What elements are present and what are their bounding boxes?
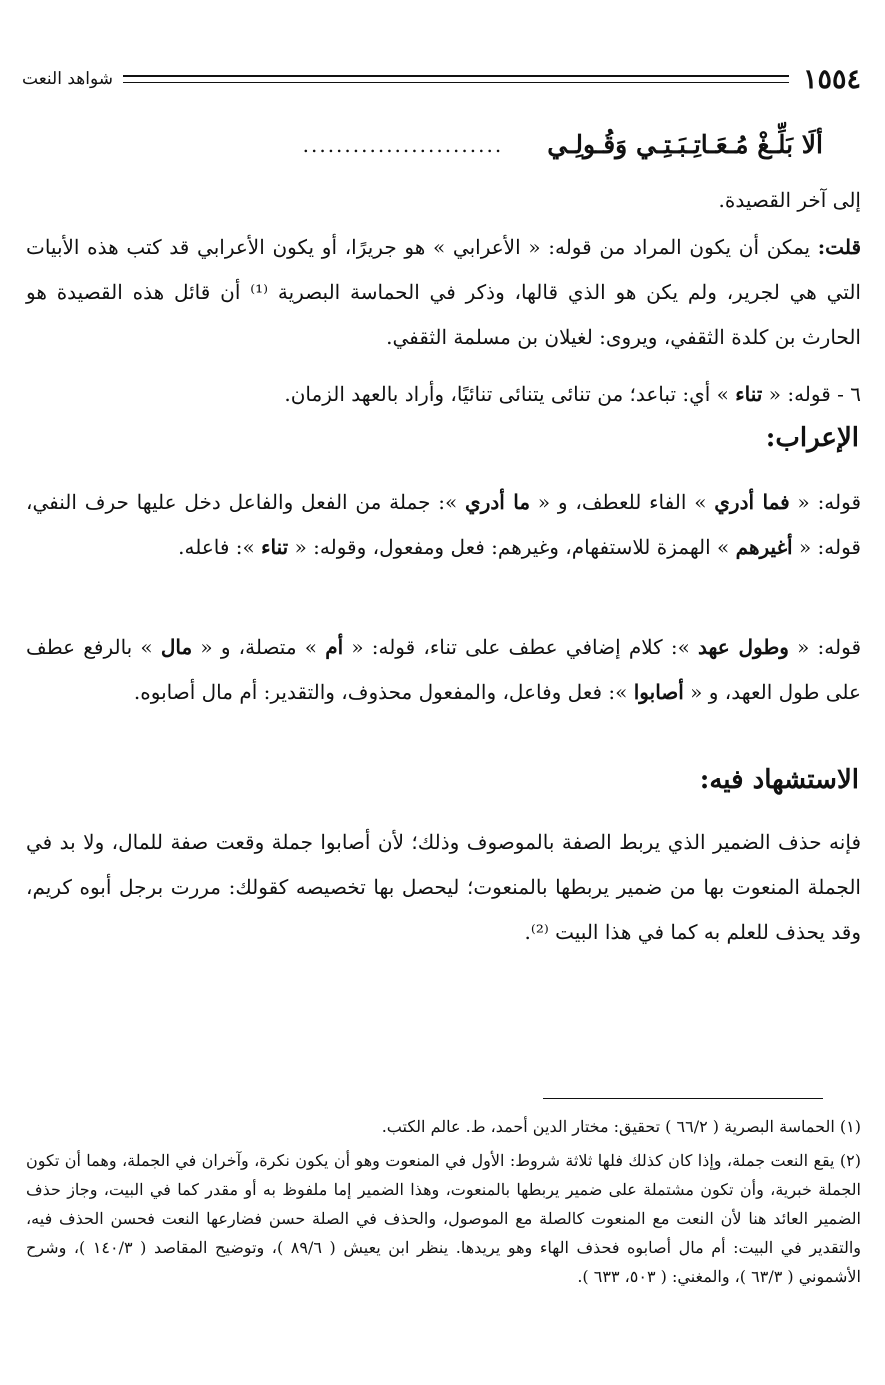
footnote-1: (١) الحماسة البصرية ( ٦٦/٢ ) تحقيق: مختار الدين أحمد، ط. عالم الكتب. (381, 1117, 861, 1136)
heading-istishhad: الاستشهاد فيه: (699, 765, 859, 795)
quoted-word: تناء (735, 382, 763, 406)
text-span: »: فاعله. (178, 535, 262, 559)
text-span: » الفاء للعطف، و « (530, 490, 715, 514)
quoted-word: أم (325, 635, 344, 659)
paragraph-3 (26, 372, 861, 417)
quoted-word: أغيرهم (735, 535, 793, 559)
verse-text: ألَا بَلِّـغْ مُـعَـاتِـبَـتِـي وَقُـولِـي (547, 130, 823, 159)
text-span: ٦ - قوله: « (762, 382, 861, 406)
verse-ellipsis: ........................ (302, 132, 504, 157)
poem-verse (26, 130, 823, 159)
header-rule (123, 75, 789, 83)
footnote-2: (٢) يقع النعت جملة، وإذا كان كذلك فلها ثلاثة شروط: الأول في المنعوت وهو أن يكون نكرة، وآخران في الجملة، وهما أن تكون الجملة خبرية، وأن تكون مشتملة على ضمير يربطها بالمنعوت، وهذا الضمير إما ملفوظ به أو مقدر كما في البيت، وجاز حذف الضمير العائد هنا لأن النعت مع المنعوت كالصلة مع الموصول، والحذف في الصلة حسن فضارعها النعت فحسن الحذف فيه، والتقدير في البيت: أم مال أصابوه فحذف الهاء وهو يريدها. ينظر ابن يعيش ( ٨٩/٦ )، وتوضيح المقاصد ( ١٤٠/٣ )، وشرح الأشموني ( ٦٣/٣ )، والمغني: ( ٥٠٣، ٦٣٣ ). (26, 1151, 862, 1286)
text-span: » الهمزة للاستفهام، وغيرهم: فعل ومفعول، وقوله: « (288, 535, 736, 559)
paragraph-5 (26, 625, 861, 715)
text-span: » بالرفع عطف على طول العهد، و « (26, 635, 861, 704)
quoted-word: تناء (261, 535, 289, 559)
paragraph-1: إلى آخر القصيدة. (718, 188, 861, 212)
quoted-word: أصابوا (633, 680, 684, 704)
running-title: شواهد النعت (22, 69, 113, 89)
text-span: »: فعل وفاعل، والمفعول محذوف، والتقدير: أم مال أصابوه. (133, 680, 634, 704)
quoted-word: مال (160, 635, 193, 659)
paragraph-2-text: يمكن أن يكون المراد من قوله: « الأعرابي » هو جريرًا، أو يكون الأعرابي قد كتب هذه الأبيات التي هي لجرير، ولم يكن هو الذي قالها، وذكر في الحماسة البصرية ⁽¹⁾ أن قائل هذه القصيدة هو الحارث بن كلدة الثقفي، ويروى: لغيلان بن مسلمة الثقفي. (26, 235, 861, 349)
text-span: »: جملة من الفعل والفاعل دخل عليها حرف النفي، قوله: « (26, 490, 861, 559)
text-span: قوله: « (789, 490, 862, 514)
footnote-separator (543, 1098, 823, 1099)
text-span: قوله: « (788, 635, 862, 659)
text-span: » أي: تباعد؛ من تنائى يتنائى تنائيًا، وأراد بالعهد الزمان. (284, 382, 736, 406)
text-span: » متصلة، و « (192, 635, 326, 659)
quoted-word: فما أدري (714, 490, 790, 514)
quoted-word: وطول عهد (698, 635, 789, 659)
page-number: ١٥٥٤ (802, 63, 861, 95)
heading-irab: الإعراب: (765, 423, 859, 453)
paragraph-2-lead: قلت: (817, 235, 861, 259)
paragraph-2 (26, 225, 861, 360)
paragraph-6: فإنه حذف الضمير الذي يربط الصفة بالموصوف وذلك؛ لأن أصابوا جملة وقعت صفة للمال، ولا بد في الجملة المنعوت بها من ضمير يربطها بالمنعوت؛ ليحصل بها تخصيصه كقولك: مررت برجل أبوه كريم، وقد يحذف للعلم به كما في هذا البيت ⁽²⁾. (26, 830, 861, 944)
text-span: »: كلام إضافي عطف على تناء، قوله: « (343, 635, 699, 659)
paragraph-4 (26, 480, 861, 570)
page-header (22, 62, 861, 96)
quoted-word: ما أدري (465, 490, 531, 514)
